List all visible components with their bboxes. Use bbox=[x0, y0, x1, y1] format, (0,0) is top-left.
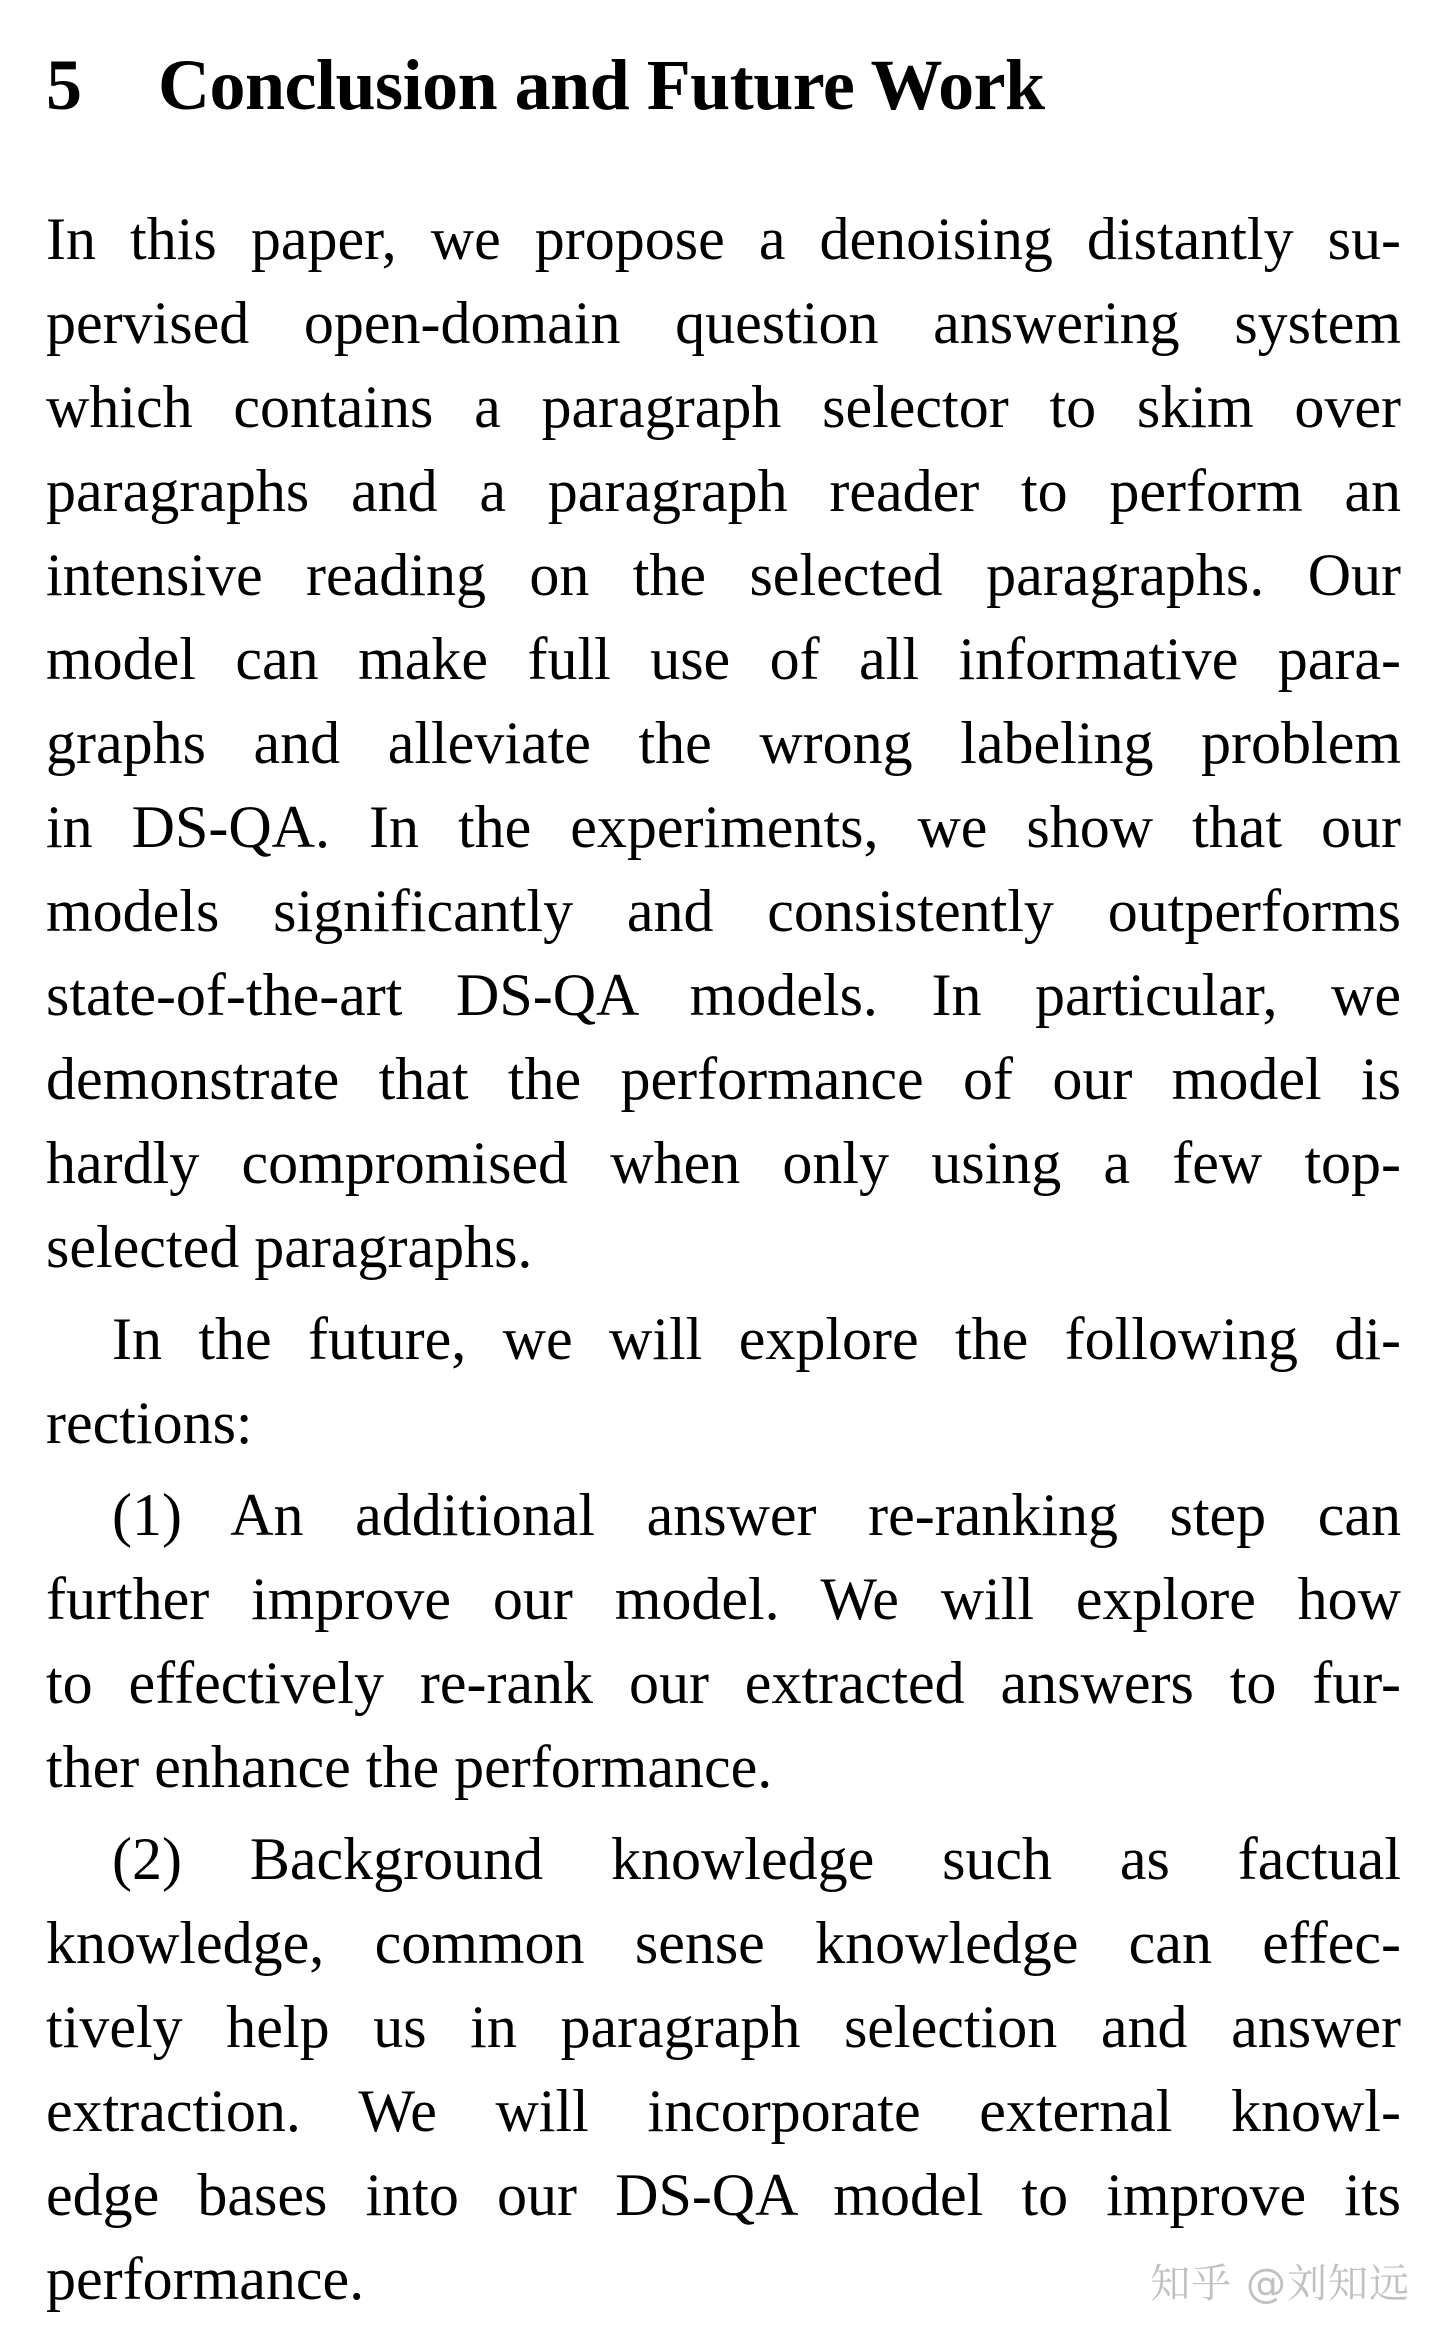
text-line: (1) An additional answer re-ranking step can bbox=[112, 1482, 1401, 1548]
paragraph-direction-1 bbox=[46, 1473, 1401, 1809]
text-line: in DS-QA. In the experiments, we show that our bbox=[46, 794, 1401, 860]
watermark: 知乎 @刘知远 bbox=[1150, 2261, 1410, 2307]
text-line: hardly compromised when only using a few top- bbox=[46, 1130, 1401, 1196]
text-line: intensive reading on the selected paragraphs. Our bbox=[46, 542, 1401, 608]
text-line: knowledge, common sense knowledge can effec- bbox=[46, 1910, 1401, 1976]
text-line: (2) Background knowledge such as factual bbox=[112, 1826, 1401, 1892]
text-line: tively help us in paragraph selection and answer bbox=[46, 1994, 1401, 2060]
text-line: rections: bbox=[46, 1390, 253, 1456]
text-line: pervised open-domain question answering system bbox=[46, 290, 1401, 356]
text-line: graphs and alleviate the wrong labeling problem bbox=[46, 710, 1401, 776]
text-line: models significantly and consistently outperforms bbox=[46, 878, 1401, 944]
text-line: In this paper, we propose a denoising distantly su- bbox=[46, 206, 1401, 272]
text-line: edge bases into our DS-QA model to improve its bbox=[46, 2162, 1401, 2228]
section-number: 5 bbox=[46, 45, 82, 125]
text-line: state-of-the-art DS-QA models. In particular, we bbox=[46, 962, 1401, 1028]
text-line: model can make full use of all informative para- bbox=[46, 626, 1401, 692]
text-line: to effectively re-rank our extracted answers to fur- bbox=[46, 1650, 1401, 1716]
paragraph-future-intro bbox=[46, 1297, 1401, 1465]
text-line: ther enhance the performance. bbox=[46, 1734, 773, 1800]
text-line: paragraphs and a paragraph reader to perform an bbox=[46, 458, 1401, 524]
text-line: further improve our model. We will explore how bbox=[46, 1566, 1401, 1632]
text-line: selected paragraphs. bbox=[46, 1214, 533, 1280]
text-line: which contains a paragraph selector to skim over bbox=[46, 374, 1401, 440]
text-line: demonstrate that the performance of our model is bbox=[46, 1046, 1401, 1112]
text-line: extraction. We will incorporate external knowl- bbox=[46, 2078, 1401, 2144]
paragraph-direction-2 bbox=[46, 1817, 1401, 2321]
paragraph-summary bbox=[46, 197, 1401, 1289]
section-title: Conclusion and Future Work bbox=[158, 45, 1045, 125]
section-heading bbox=[46, 40, 1045, 130]
text-line: In the future, we will explore the following di- bbox=[112, 1306, 1401, 1372]
text-line: performance. bbox=[46, 2246, 365, 2312]
section-body bbox=[46, 197, 1401, 2321]
